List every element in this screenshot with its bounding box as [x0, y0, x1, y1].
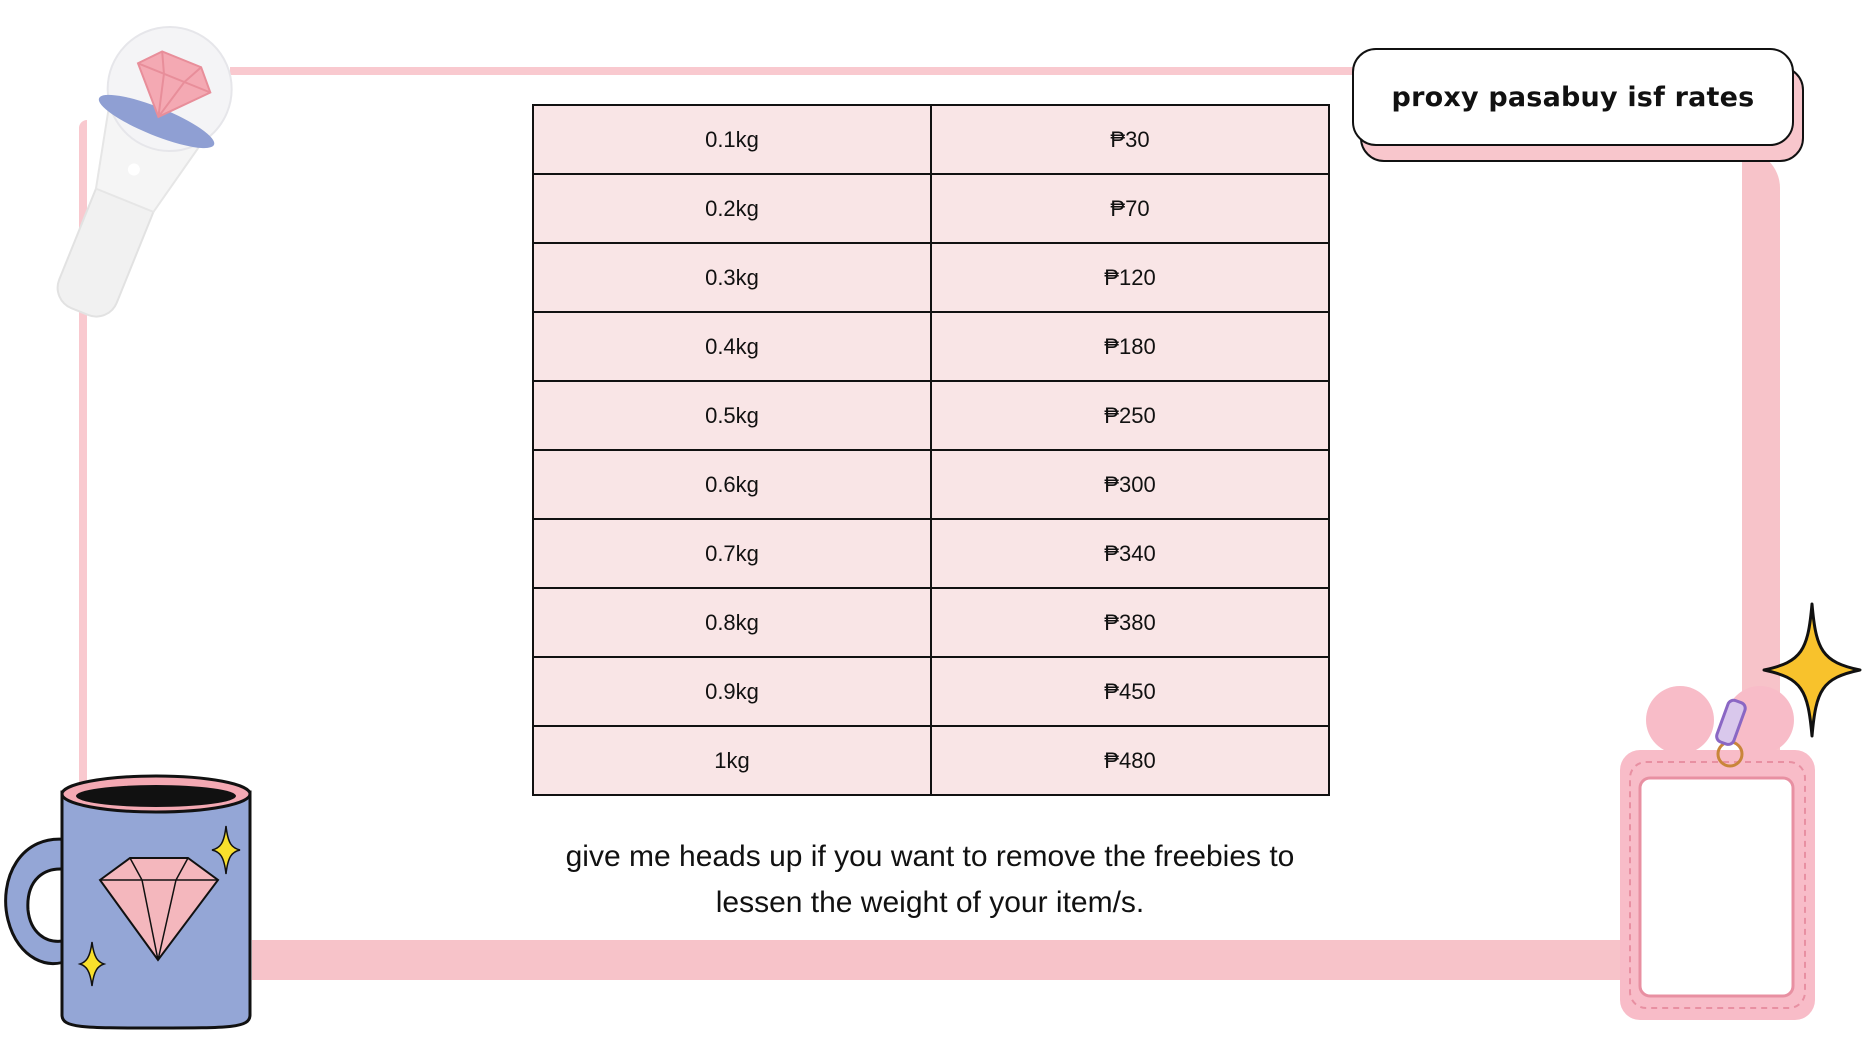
table-row: [533, 726, 1329, 795]
rates-table: [532, 104, 1330, 796]
lightstick-icon: [40, 15, 250, 335]
price-cell: ₱480: [931, 726, 1329, 795]
weight-cell: 0.5kg: [533, 381, 931, 450]
page-title: proxy pasabuy isf rates: [1391, 81, 1755, 113]
table-row: [533, 174, 1329, 243]
freebies-note: [520, 834, 1340, 926]
weight-cell: 0.7kg: [533, 519, 931, 588]
table-row: [533, 312, 1329, 381]
frame-top-border: [230, 67, 1360, 75]
weight-cell: 0.1kg: [533, 105, 931, 174]
weight-cell: 1kg: [533, 726, 931, 795]
price-cell: ₱450: [931, 657, 1329, 726]
table-row: [533, 105, 1329, 174]
table-row: [533, 588, 1329, 657]
price-cell: ₱250: [931, 381, 1329, 450]
price-cell: ₱380: [931, 588, 1329, 657]
price-cell: ₱340: [931, 519, 1329, 588]
table-row: [533, 450, 1329, 519]
price-cell: ₱180: [931, 312, 1329, 381]
table-row: [533, 381, 1329, 450]
note-line-1: give me heads up if you want to remove the freebies to: [565, 840, 1295, 873]
weight-cell: 0.9kg: [533, 657, 931, 726]
mug-icon: [0, 770, 260, 1030]
weight-cell: 0.8kg: [533, 588, 931, 657]
price-cell: ₱120: [931, 243, 1329, 312]
photocard-holder-icon: [1600, 680, 1830, 1030]
weight-cell: 0.3kg: [533, 243, 931, 312]
price-cell: ₱300: [931, 450, 1329, 519]
note-line-2: lessen the weight of your item/s.: [715, 886, 1145, 919]
weight-cell: 0.2kg: [533, 174, 931, 243]
weight-cell: 0.6kg: [533, 450, 931, 519]
price-cell: ₱30: [931, 105, 1329, 174]
table-row: [533, 657, 1329, 726]
frame-bottom-border: [252, 940, 1622, 980]
price-cell: ₱70: [931, 174, 1329, 243]
weight-cell: 0.4kg: [533, 312, 931, 381]
table-row: [533, 519, 1329, 588]
table-row: [533, 243, 1329, 312]
title-badge: [1352, 48, 1794, 146]
